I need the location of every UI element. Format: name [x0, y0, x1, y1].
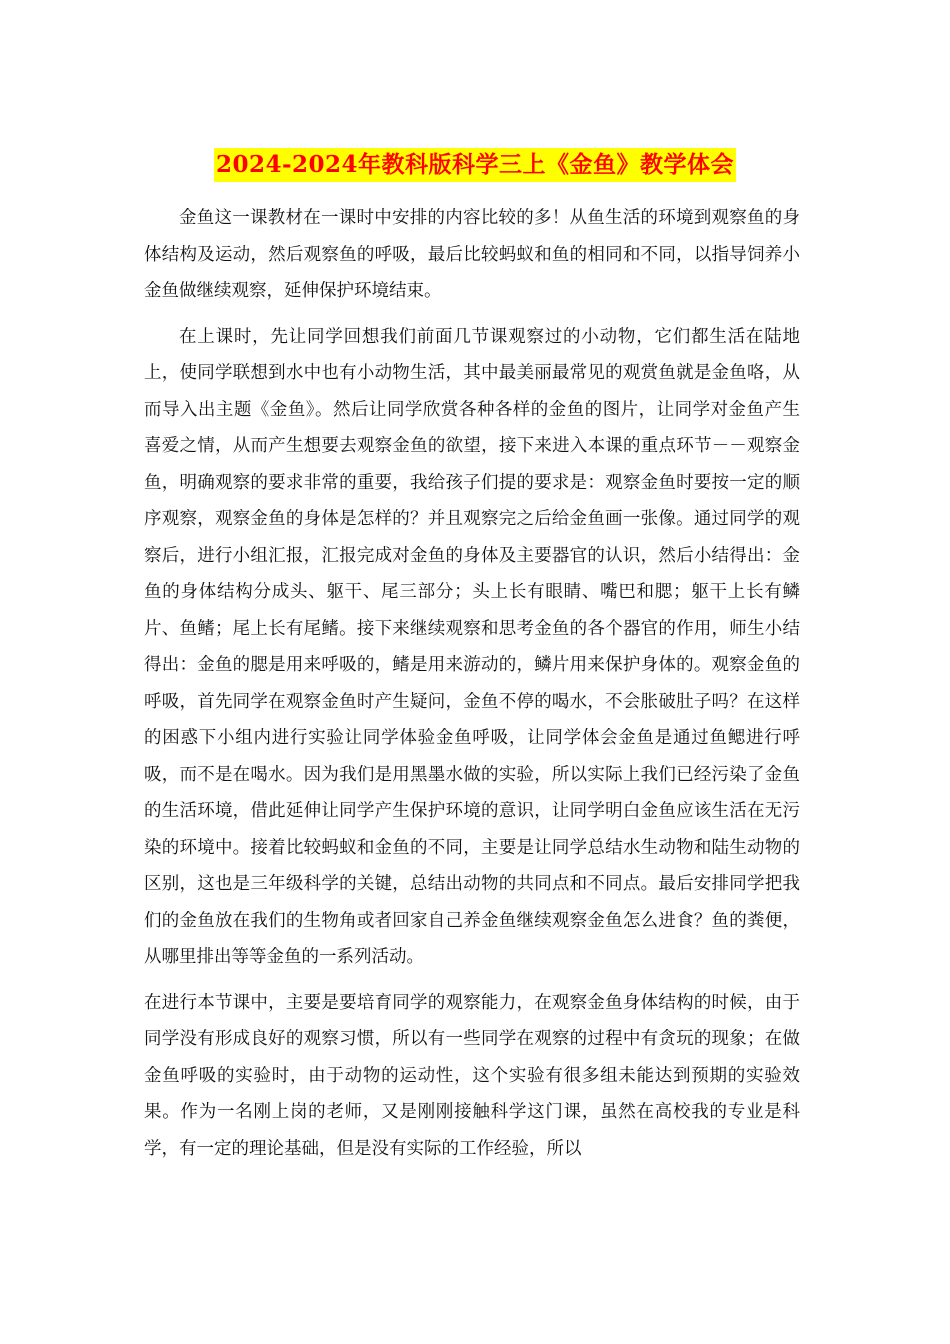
title-container	[0, 148, 950, 182]
document-body	[144, 200, 800, 1176]
paragraph-reflection: 在进行本节课中，主要是要培育同学的观察能力，在观察金鱼身体结构的时候，由于同学没有形成良好的观察习惯，所以有一些同学在观察的过程中有贪玩的现象；在做金鱼呼吸的实验时，由于动物的运动性，这个实验有很多组未能达到预期的实验效果。作为一名刚上岗的老师，又是刚刚接触科学这门课，虽然在高校我的专业是科学，有一定的理论基础，但是没有实际的工作经验，所以	[144, 992, 800, 1159]
paragraph-intro: 金鱼这一课教材在一课时中安排的内容比较的多！从鱼生活的环境到观察鱼的身体结构及运动，然后观察鱼的呼吸，最后比较蚂蚁和鱼的相同和不同，以指导饲养小金鱼做继续观察，延伸保护环境结束。	[144, 208, 800, 301]
paragraph-lesson-process: 在上课时，先让同学回想我们前面几节课观察过的小动物，它们都生活在陆地上，使同学联想到水中也有小动物生活，其中最美丽最常见的观赏鱼就是金鱼咯，从而导入出主题《金鱼》。然后让同学欣赏各种各样的金鱼的图片，让同学对金鱼产生喜爱之情，从而产生想要去观察金鱼的欲望，接下来进入本课的重点环节－－观察金鱼，明确观察的要求非常的重要，我给孩子们提的要求是：观察金鱼时要按一定的顺序观察，观察金鱼的身体是怎样的？并且观察完之后给金鱼画一张像。通过同学的观察后，进行小组汇报，汇报完成对金鱼的身体及主要器官的认识，然后小结得出：金鱼的身体结构分成头、躯干、尾三部分；头上长有眼睛、嘴巴和腮；躯干上长有鳞片、鱼鳍；尾上长有尾鳍。接下来继续观察和思考金鱼的各个器官的作用，师生小结得出：金鱼的腮是用来呼吸的，鳍是用来游动的，鳞片用来保护身体的。观察金鱼的呼吸，首先同学在观察金鱼时产生疑问，金鱼不停的喝水，不会胀破肚子吗？在这样的困惑下小组内进行实验让同学体验金鱼呼吸，让同学体会金鱼是通过鱼鳃进行呼吸，而不是在喝水。因为我们是用黑墨水做的实验，所以实际上我们已经污染了金鱼的生活环境，借此延伸让同学产生保护环境的意识，让同学明白金鱼应该生活在无污染的环境中。接着比较蚂蚁和金鱼的不同，主要是让同学总结水生动物和陆生动物的区别，这也是三年级科学的关键，总结出动物的共同点和不同点。最后安排同学把我们的金鱼放在我们的生物角或者回家自己养金鱼继续观察金鱼怎么进食？鱼的粪便，从哪里排出等等金鱼的一系列活动。	[144, 326, 800, 967]
document-title: 2024-2024年教科版科学三上《金鱼》教学体会	[214, 148, 736, 182]
